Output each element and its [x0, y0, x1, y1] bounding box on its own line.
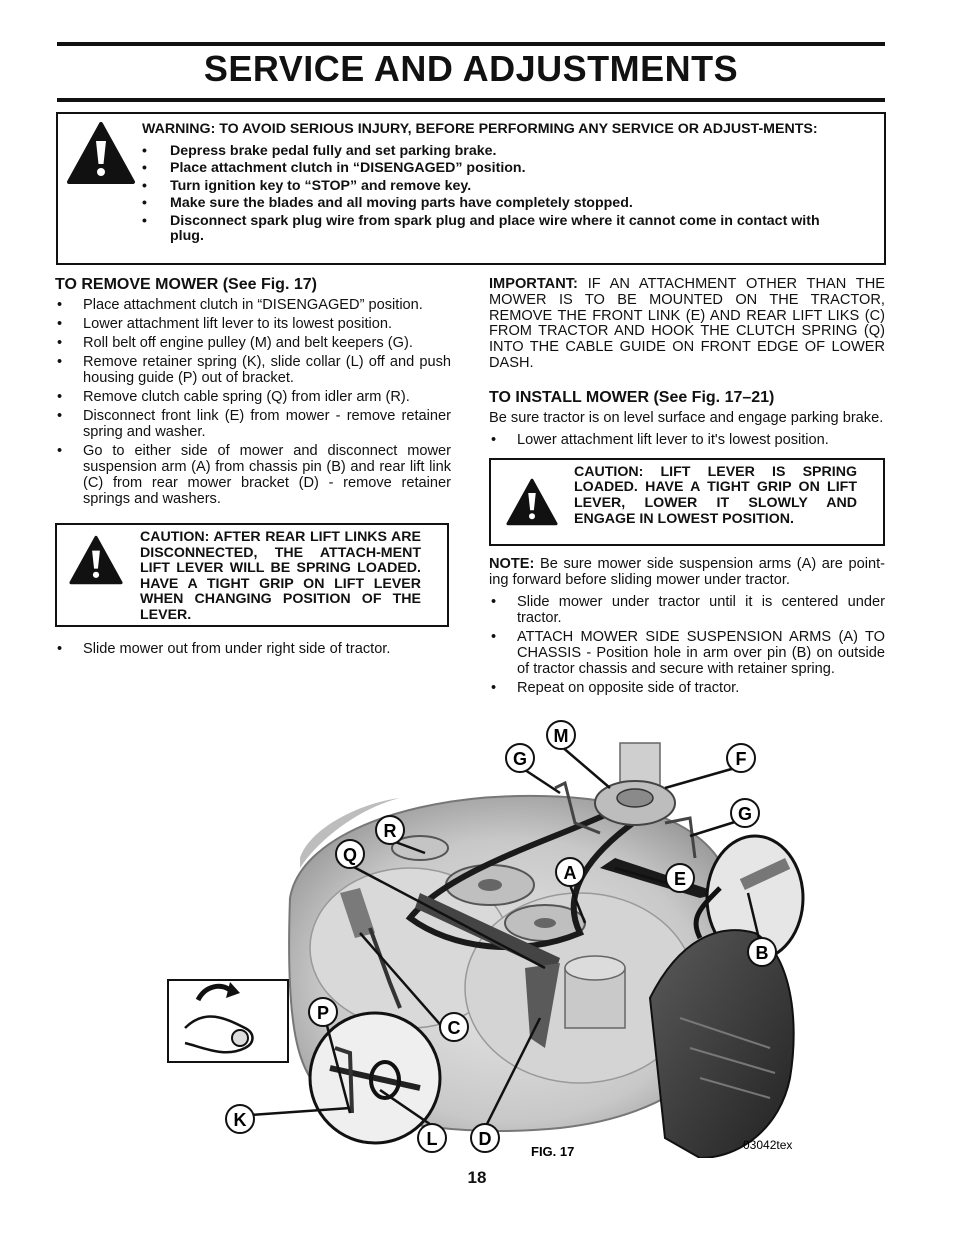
remove-final-list — [55, 641, 451, 657]
callout-k — [226, 1105, 254, 1133]
important-label: IMPORTANT: — [489, 276, 578, 292]
list-item: • ATTACH MOWER SIDE SUSPENSION ARMS (A) TO CHASSIS - Position hole in arm over pin (B) on outside of tractor chassis and secure with retainer spring. — [489, 629, 885, 677]
svg-text:E: E — [673, 869, 687, 889]
important-text: IF AN ATTACHMENT OTHER THAN THE MOWER IS TO BE MOUNTED ON THE TRACTOR, REMOVE THE FRONT LINK (E) AND REAR LIFT LIKS (C) FROM TRACTOR AND HOOK THE CLUTCH SPRING (Q) INTO THE CABLE GUIDE ON FRONT EDGE OF LOWER DASH. — [489, 276, 885, 371]
warning-icon — [68, 535, 124, 585]
callout-l — [418, 1124, 446, 1152]
install-intro: Be sure tractor is on level surface and engage parking brake. — [489, 409, 884, 426]
install-caution-text: CAUTION: LIFT LEVER IS SPRING LOADED. HAVE A TIGHT GRIP ON LIFT LEVER, LOWER IT SLOWLY AND ENGAGE IN LOWEST POSITION. — [574, 463, 857, 527]
remove-heading: TO REMOVE MOWER (See Fig. 17) — [55, 276, 317, 293]
left-column — [55, 277, 451, 660]
warning-icon — [66, 121, 136, 185]
svg-text:F: F — [735, 749, 747, 769]
svg-text:A: A — [563, 863, 577, 883]
discharge-chute — [650, 930, 794, 1158]
svg-text:D: D — [478, 1129, 492, 1149]
svg-text:P: P — [316, 1003, 330, 1023]
top-rule — [57, 42, 885, 46]
callout-c — [440, 1013, 468, 1041]
page-title: SERVICE AND ADJUSTMENTS — [203, 48, 739, 89]
callout-r — [376, 816, 404, 844]
list-item: • Place attachment clutch in “DISENGAGED” position. — [55, 297, 451, 313]
svg-text:R: R — [383, 821, 397, 841]
list-item: • Make sure the blades and all moving parts have completely stopped. — [142, 196, 850, 212]
main-warning-heading: WARNING: TO AVOID SERIOUS INJURY, BEFORE PERFORMING ANY SERVICE OR ADJUST-MENTS: — [142, 121, 818, 137]
callout-g — [506, 744, 534, 772]
note-text: Be sure mower side suspension arms (A) are point-ing forward before sliding mower under tractor. — [489, 555, 885, 588]
callout-b — [748, 938, 776, 966]
list-item: • Remove retainer spring (K), slide collar (L) off and push housing guide (P) out of bracket. — [55, 354, 451, 386]
install-caution-box — [489, 458, 885, 546]
callout-g — [731, 799, 759, 827]
list-item: • Depress brake pedal fully and set parking brake. — [142, 144, 850, 160]
callout-p — [309, 998, 337, 1026]
list-item: • Turn ignition key to “STOP” and remove key. — [142, 179, 850, 195]
svg-text:K: K — [233, 1110, 247, 1130]
list-item: • Slide mower under tractor until it is centered under tractor. — [489, 594, 885, 626]
svg-text:B: B — [755, 943, 769, 963]
figure-17 — [0, 718, 954, 1158]
important-note — [489, 277, 885, 372]
figure-caption: FIG. 17 — [531, 1144, 575, 1158]
remove-caution-text: CAUTION: AFTER REAR LIFT LINKS ARE DISCONNECTED, THE ATTACH-MENT LIFT LEVER WILL BE SPRING LOADED. HAVE A TIGHT GRIP ON LIFT LEVER WHEN CHANGING POSITION OF THE LEVER. — [140, 529, 421, 623]
main-warning-text — [142, 122, 850, 247]
callout-q — [336, 840, 364, 868]
svg-text:L: L — [426, 1129, 438, 1149]
note-paragraph — [489, 556, 885, 588]
callout-d — [471, 1124, 499, 1152]
list-item: • Place attachment clutch in “DISENGAGED” position. — [142, 161, 850, 177]
main-warning-list — [142, 144, 850, 245]
callout-f — [727, 744, 755, 772]
figure-code: 03042tex — [743, 1138, 793, 1152]
list-item: • Repeat on opposite side of tractor. — [489, 680, 885, 696]
list-item: • Roll belt off engine pulley (M) and belt keepers (G). — [55, 335, 451, 351]
list-item: • Lower attachment lift lever to its lowest position. — [55, 316, 451, 332]
title-rule — [57, 98, 885, 102]
svg-text:G: G — [512, 749, 528, 769]
remove-steps-list — [55, 297, 451, 507]
svg-text:M: M — [553, 726, 569, 746]
callout-a — [556, 858, 584, 886]
remove-caution-box — [55, 523, 449, 627]
list-item: • Disconnect front link (E) from mower - remove retainer spring and washer. — [55, 408, 451, 440]
page-number: 18 — [467, 1168, 487, 1187]
callout-m — [547, 721, 575, 749]
list-item: • Slide mower out from under right side of tractor. — [55, 641, 451, 657]
svg-text:Q: Q — [342, 845, 358, 865]
install-heading: TO INSTALL MOWER (See Fig. 17–21) — [489, 388, 775, 406]
svg-text:C: C — [447, 1018, 461, 1038]
list-item: • Disconnect spark plug wire from spark plug and place wire where it cannot come in contact with plug. — [142, 214, 850, 245]
svg-text:G: G — [737, 804, 753, 824]
install-list-2 — [489, 594, 885, 696]
note-label: NOTE: — [489, 555, 535, 572]
callout-e — [666, 864, 694, 892]
warning-icon — [505, 478, 559, 526]
list-item: • Remove clutch cable spring (Q) from idler arm (R). — [55, 389, 451, 405]
list-item: • Go to either side of mower and disconnect mower suspension arm (A) from chassis pin (B) and rear lift link (C) from rear mower bracket (D) - remove retainer springs and washers. — [55, 443, 451, 507]
list-item: • Lower attachment lift lever to it's lowest position. — [489, 432, 885, 448]
main-warning-box — [56, 112, 886, 265]
install-list-1 — [489, 432, 885, 448]
right-column — [489, 277, 885, 699]
